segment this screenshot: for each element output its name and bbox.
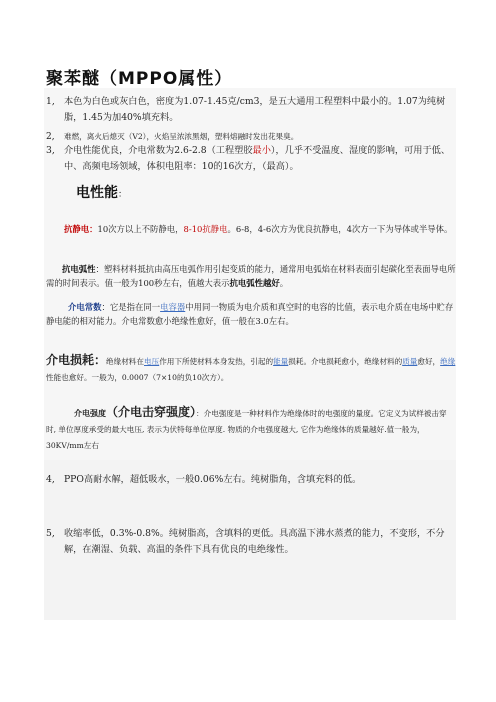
- document-title: 聚苯醚（MPPO属性）: [46, 69, 233, 89]
- antistatic-paragraph: 抗静电：10次方以上不防静电，8-10抗静电。6-8，4-6次方为优良抗静电，4次方一下为导体或半导体。: [64, 224, 453, 234]
- link-insulation[interactable]: 绝缘: [440, 357, 456, 366]
- section-heading: 电性能：: [76, 185, 128, 201]
- document-page: 聚苯醚（MPPO属性） 1, 本色为白色或灰白色，密度为1.07-1.45克/cm3，是五大通用工程塑料中最小的。1.07为纯树脂，1.45为加40%填充料。 2, 难燃，离火后熄灭（V2），火焰呈浓浓黑烟，塑料熔融时发出花果臭。 3, 介电性能优良，介电常数为2.6-2.8（工程塑胶最小），几乎不受温度、湿度的影响，可用于低、中、高频电场领域，体积电阻率：10的16次方，（最高）。 电性能： 抗静电：10次方以上不防静电，8-10抗静电。6-8，4-6次方为优良抗静电，4次方一下为导体或半导体。 抗电弧性：塑料材料抵抗由高压电弧作用引起变质的能力，通常用电弧焰在材料表面引起碳化至表面导电所需的时间表示。值一般为100秒左右，值越大表示抗电弧性越好。 介电常数：它是指在同一电容器中用同一物质为电介质和真空时的电容的比值，表示电介质在电场中贮存静电能的相对能力。介电常数愈小绝缘性愈好，值一般在3.0左右。 介电损耗：绝缘材料在电压作用下所使材料本身发热，引起的能量损耗。介电损耗愈小，绝缘材料的质量愈好，绝缘性能也愈好。一般为，0.0007（7×10的负10次方）。 介电强度（介电击穿强度）：介电强度是一种材料作为绝缘体时的电强度的量度。它定义为试样被击穿时, 单位厚度承受的最大电压, 表示为伏特每单位厚度. 物质的介电强度越大, 它作为绝缘体的质量越好.值一般为，30KV/mm左右 4, PPO高耐水解，超低吸水，一般0.06%左右。纯树脂角，含填充料的低。 5, 收缩率低，0.3%-0.8%。纯树脂高，含填料的更低。具高温下沸水蒸煮的能力，不变形，不分解，在潮湿、负载、高温的条件下具有优良的电绝缘性。: [0, 0, 496, 702]
- link-energy[interactable]: 能量: [273, 357, 289, 366]
- dielectric-strength-paragraph: 介电强度（介电击穿强度）：介电强度是一种材料作为绝缘体时的电强度的量度。它定义为试样被击穿时, 单位厚度承受的最大电压, 表示为伏特每单位厚度. 物质的介电强度越大, 它作为绝缘体的质量越好.值一般为，30KV/mm左右: [46, 405, 447, 450]
- link-voltage[interactable]: 电压: [144, 357, 160, 366]
- dielectric-constant-paragraph: 介电常数：它是指在同一电容器中用同一物质为电介质和真空时的电容的比值，表示电介质在电场中贮存静电能的相对能力。介电常数愈小绝缘性愈好，值一般在3.0左右。: [46, 302, 454, 326]
- link-capacitor[interactable]: 电容器: [160, 302, 186, 312]
- dielectric-loss-paragraph: 介电损耗：绝缘材料在电压作用下所使材料本身发热，引起的能量损耗。介电损耗愈小，绝缘材料的质量愈好，绝缘性能也愈好。一般为，0.0007（7×10的负10次方）。: [46, 353, 456, 382]
- arc-paragraph: 抗电弧性：塑料材料抵抗由高压电弧作用引起变质的能力，通常用电弧焰在材料表面引起碳化至表面导电所需的时间表示。值一般为100秒左右，值越大表示抗电弧性越好。: [46, 264, 456, 288]
- link-quality[interactable]: 质量: [402, 357, 418, 366]
